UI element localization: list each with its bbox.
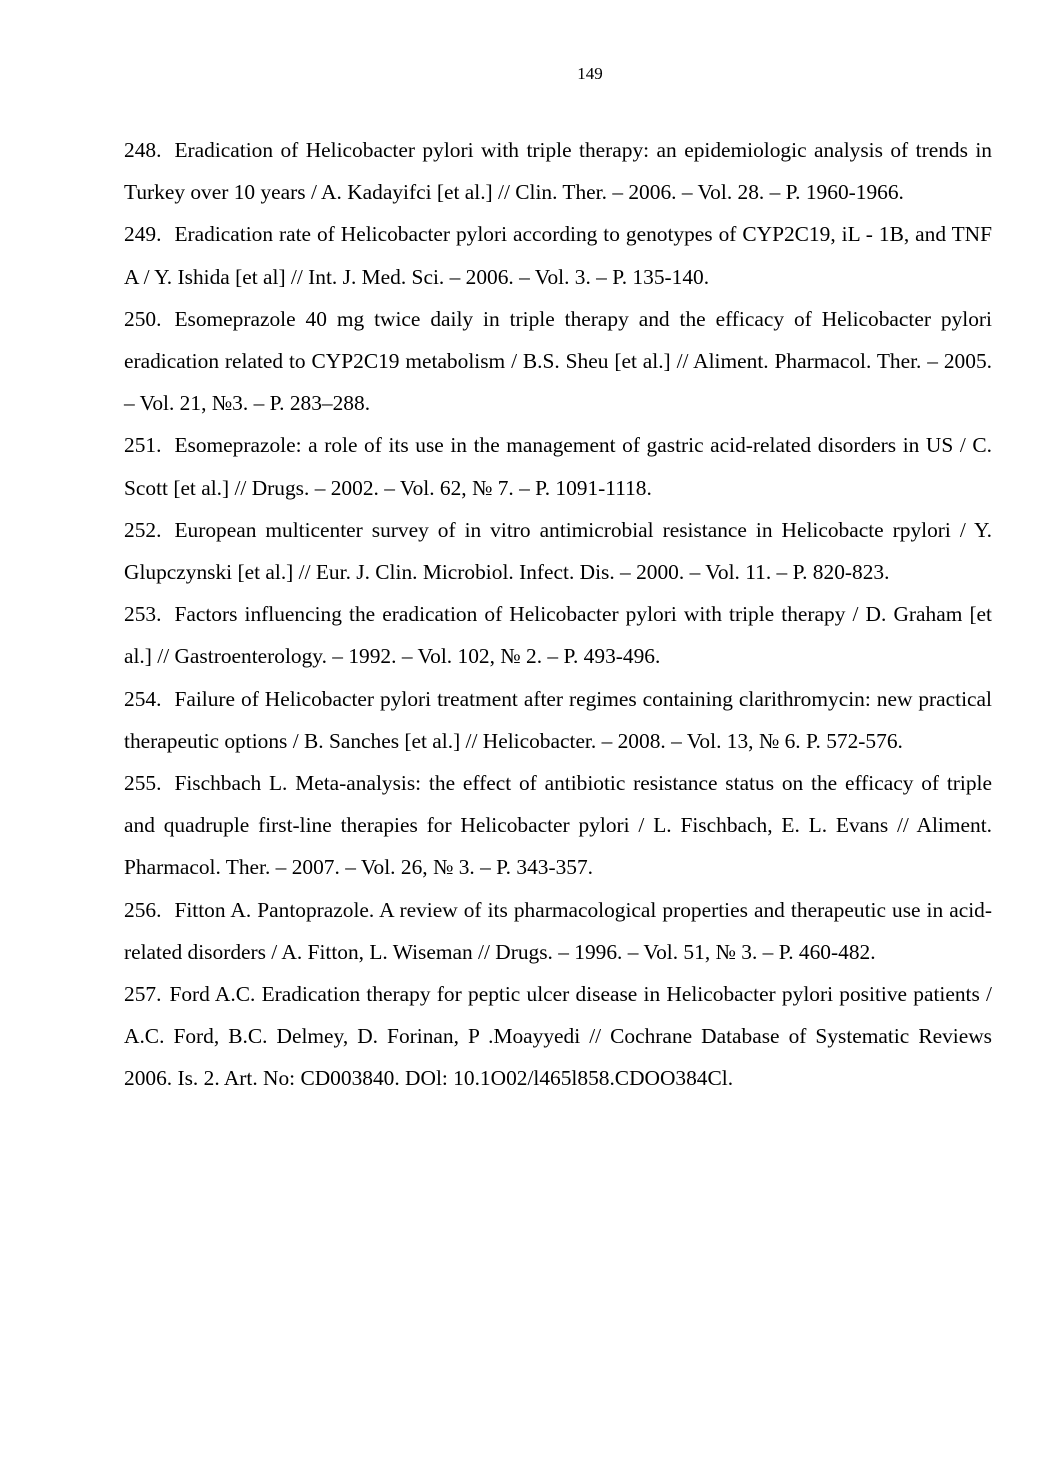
reference-item — [124, 678, 992, 762]
reference-text: Fischbach L. Meta-analysis: the effect of antibiotic resistance status on the efficacy of triple and quadruple first-line therapies for Helicobacter pylori / L. Fischbach, E. L. Evans // Aliment. Pharmacol. Ther. – 2007. – Vol. 26, № 3. – P. 343-357. — [124, 771, 992, 880]
reference-text: Eradication of Helicobacter pylori with triple therapy: an epidemiologic analysis of trends in Turkey over 10 years / A. Kadayifci [et al.] // Clin. Ther. – 2006. – Vol. 28. – P. 1960-1966. — [124, 138, 992, 205]
reference-text: Esomeprazole 40 mg twice daily in triple therapy and the efficacy of Helicobacter pylori eradication related to CYP2C19 metabolism / B.S. Sheu [et al.] // Aliment. Pharmacol. Ther. – 2005. – Vol. 21, №3. – P. 283–288. — [124, 306, 992, 416]
reference-text: Factors influencing the eradication of Helicobacter pylori with triple therapy / D. Graham [et al.] // Gastroenterology. – 1992. – Vol. 102, № 2. – P. 493-496. — [124, 602, 992, 669]
reference-item — [124, 509, 992, 593]
reference-number: 251. — [124, 433, 162, 458]
reference-item — [124, 593, 992, 677]
reference-item — [124, 129, 992, 213]
reference-text: Failure of Helicobacter pylori treatment after regimes containing clarithromycin: new practical therapeutic options / B. Sanches [et al.] // Helicobacter. – 2008. – Vol. 13, № 6. P. 572-576. — [124, 686, 992, 753]
reference-number: 248. — [124, 138, 162, 162]
reference-text: Fitton A. Pantoprazole. A review of its pharmacological properties and therapeutic use in acid-related disorders / A. Fitton, L. Wiseman // Drugs. – 1996. – Vol. 51, № 3. – P. 460-482. — [124, 897, 992, 964]
reference-text: Ford A.C. Eradication therapy for peptic ulcer disease in Helicobacter pylori positive patients / A.C. Ford, B.C. Delmey, D. Forinan, P .Moayyedi // Cochrane Database of Systematic Reviews 2006. Is. 2. Art. No: CD003840. DOl: 10.1O02/l465l858.CDOO384Cl. — [124, 982, 992, 1091]
reference-item — [124, 213, 992, 297]
reference-number: 249. — [124, 222, 162, 247]
reference-text: European multicenter survey of in vitro antimicrobial resistance in Helicobacte rpylori / Y. Glupczynski [et al.] // Eur. J. Clin. Microbiol. Infect. Dis. – 2000. – Vol. 11. – P. 820-823. — [124, 517, 992, 585]
reference-number: 250. — [124, 306, 162, 331]
reference-number: 254. — [124, 686, 162, 711]
reference-item — [124, 973, 992, 1100]
reference-number: 256. — [124, 897, 162, 922]
reference-item — [124, 889, 992, 973]
page-number: 149 — [577, 64, 603, 83]
reference-number: 255. — [124, 771, 162, 796]
reference-item — [124, 424, 992, 508]
reference-list — [124, 129, 992, 1100]
reference-item — [124, 298, 992, 425]
reference-item — [124, 762, 992, 889]
reference-number: 253. — [124, 602, 162, 627]
reference-number: 252. — [124, 517, 162, 542]
reference-text: Eradication rate of Helicobacter pylori according to genotypes of CYP2C19, iL - 1B, and TNF A / Y. Ishida [et al] // Int. J. Med. Sci. – 2006. – Vol. 3. – P. 135-140. — [124, 222, 992, 289]
reference-text: Esomeprazole: a role of its use in the management of gastric acid-related disorders in US / C. Scott [et al.] // Drugs. – 2002. – Vol. 62, № 7. – P. 1091-1118. — [124, 433, 992, 500]
reference-number: 257. — [124, 982, 162, 1007]
